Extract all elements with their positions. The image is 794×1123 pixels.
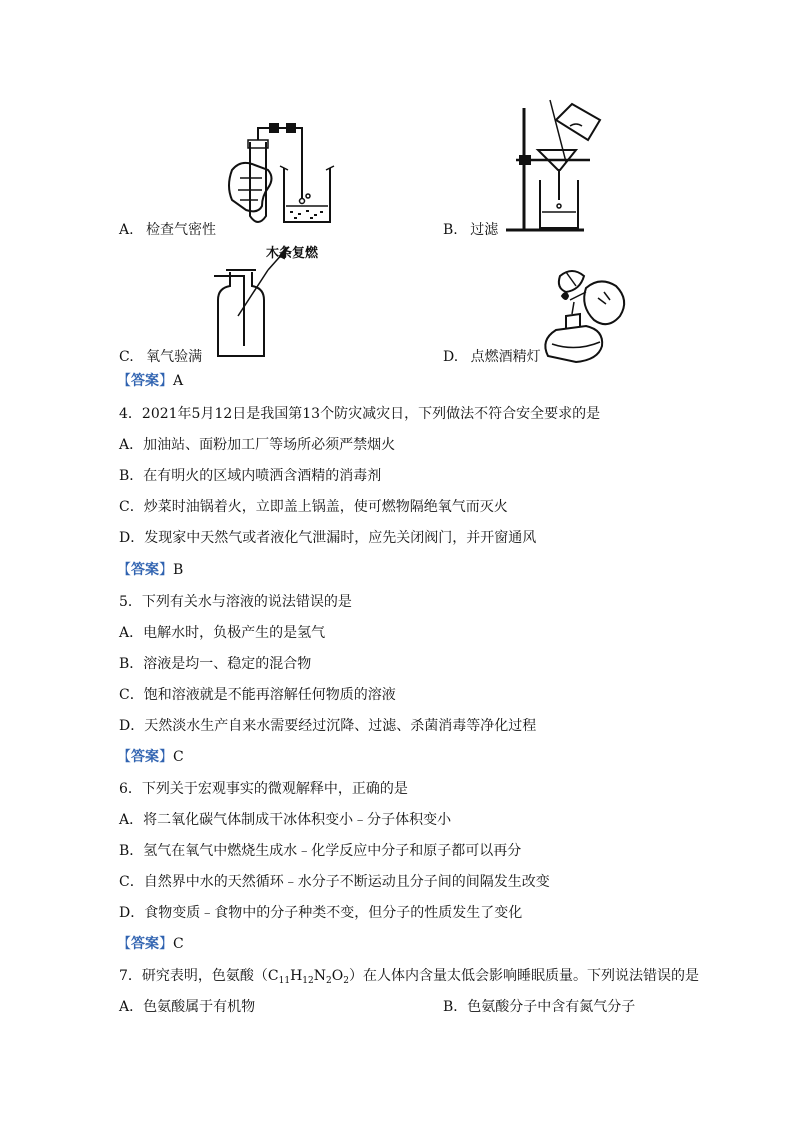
answer-q4: 【答案】B: [117, 562, 184, 578]
answer-label: 答案: [131, 562, 159, 578]
q6-option-b: B．氢气在氧气中燃烧生成水﹣化学反应中分子和原子都可以再分: [119, 843, 522, 859]
option-text: 检查气密性: [146, 222, 217, 238]
answer-label: 答案: [131, 936, 159, 952]
answer-value: C: [173, 936, 184, 952]
answer-q6: 【答案】C: [117, 936, 184, 952]
q5-option-b: B．溶液是均一、稳定的混合物: [119, 656, 312, 672]
answer-label: 答案: [131, 373, 159, 389]
q5-option-c: C．饱和溶液就是不能再溶解任何物质的溶液: [119, 687, 396, 703]
answer-value: B: [173, 562, 184, 578]
formula-element: N: [313, 968, 326, 984]
option-text: 点燃酒精灯: [470, 349, 541, 365]
q4-stem: 4．2021年5月12日是我国第13个防灾减灾日，下列做法不符合安全要求的是: [119, 406, 601, 422]
q4-option-a: A．加油站、面粉加工厂等场所必须严禁烟火: [119, 437, 396, 453]
formula-sub: 11: [278, 976, 291, 986]
answer-value: A: [173, 373, 184, 389]
answer-value: C: [173, 749, 184, 765]
option-letter: D.: [443, 349, 459, 365]
q4-option-b: B．在有明火的区域内喷洒含酒精的消毒剂: [119, 468, 382, 484]
answer-label: 答案: [131, 749, 159, 765]
q6-stem: 6．下列关于宏观事实的微观解释中，正确的是: [119, 781, 408, 797]
q3-option-d: [443, 348, 541, 366]
q6-option-d: D．食物变质﹣食物中的分子种类不变，但分子的性质发生了变化: [119, 905, 523, 921]
formula-sub: 12: [302, 976, 314, 986]
q4-option-d: D．发现家中天然气或者液化气泄漏时，应先关闭阀门，并开窗通风: [119, 530, 537, 546]
figure-c-caption: 木条复燃: [266, 246, 319, 261]
answer-q3: 【答案】A: [117, 373, 184, 389]
q6-option-a: A．将二氧化碳气体制成干冰体积变小﹣分子体积变小: [119, 812, 452, 828]
formula-sub: 2: [326, 976, 332, 986]
formula-sub: 2: [343, 976, 349, 986]
q7-stem: [119, 967, 699, 990]
formula-element: O: [331, 968, 344, 984]
q5-option-d: D．天然淡水生产自来水需要经过沉降、过滤、杀菌消毒等净化过程: [119, 718, 537, 734]
q3-option-a: [119, 221, 216, 239]
q3-option-c: [119, 348, 202, 366]
q5-stem: 5．下列有关水与溶液的说法错误的是: [119, 594, 352, 610]
option-text: 过滤: [470, 222, 499, 238]
q7-stem-after: ）在人体内含量太低会影响睡眠质量。下列说法错误的是: [348, 968, 699, 984]
answer-q5: 【答案】C: [117, 749, 184, 765]
formula-element: H: [290, 968, 303, 984]
option-text: 氧气验满: [146, 349, 203, 365]
q4-option-c: C．炒菜时油锅着火，立即盖上锅盖，使可燃物隔绝氧气而灭火: [119, 499, 508, 515]
option-letter: A.: [119, 222, 134, 238]
q6-option-c: C．自然界中水的天然循环﹣水分子不断运动且分子间的间隔发生改变: [119, 874, 550, 890]
q7-stem-before: 7．研究表明，色氨酸（C: [119, 968, 279, 984]
q3-option-b: [443, 221, 498, 239]
option-letter: C.: [119, 349, 134, 365]
q5-option-a: A．电解水时，负极产生的是氢气: [119, 625, 326, 641]
q7-option-b: B．色氨酸分子中含有氮气分子: [443, 999, 636, 1015]
q7-option-a: A．色氨酸属于有机物: [119, 999, 256, 1015]
option-letter: B.: [443, 222, 458, 238]
